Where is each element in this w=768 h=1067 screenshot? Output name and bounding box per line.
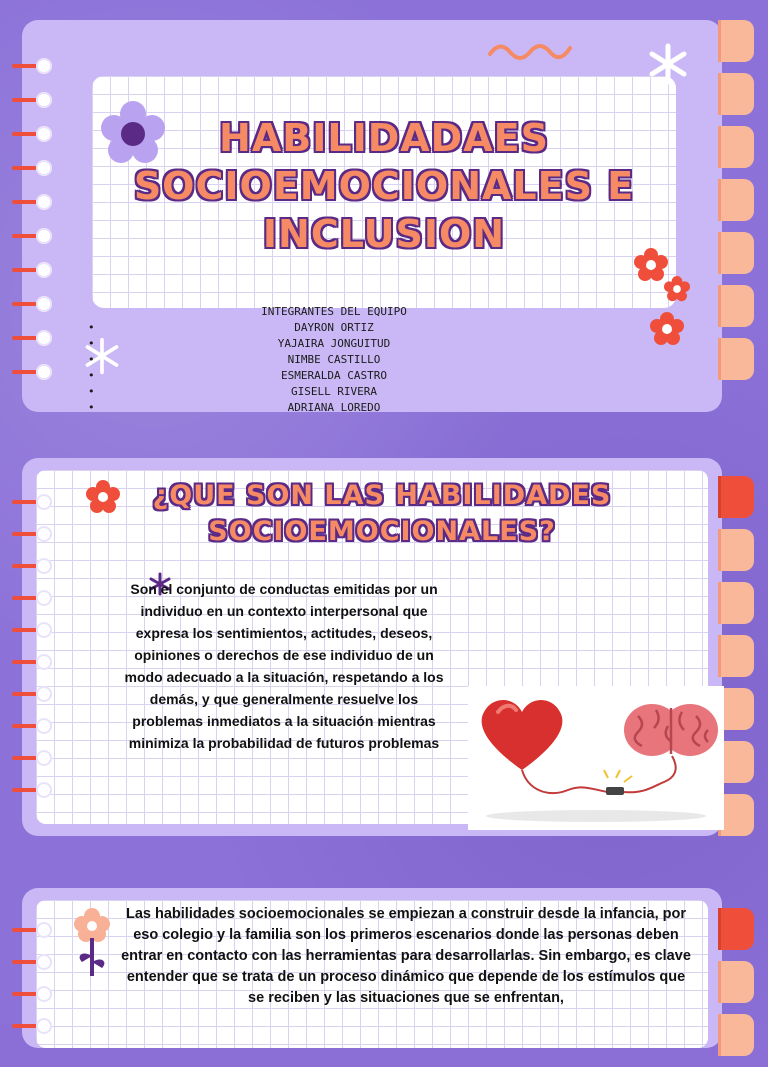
tab [718,961,754,1003]
development-text: Las habilidades socioemocionales se empiezan a construir desde la infancia, por eso colegio y la familia son los primeros escenarios donde las personas deben entrar en contacto con las herramientas para desarrollarlas. Sin embargo, es clave entender que se trata de un proceso dinámico que depende de los estímulos que se reciben y las situaciones que se enfrentan, [121,906,691,1006]
slide-development [22,888,722,1048]
tab [718,635,754,677]
tab [718,285,754,327]
flower-icon [634,248,668,282]
flower-icon [650,312,684,346]
page-title [92,114,676,258]
title-line: HABILIDADAES [219,116,549,160]
spiral-ring [12,782,52,798]
spiral-ring [12,160,52,176]
team-member: • ESMERALDA CASTRO [222,368,446,384]
team-list [222,304,446,416]
title-line: SOCIOEMOCIONALES E [133,164,635,208]
spiral-ring [12,126,52,142]
spiral-ring [12,526,52,542]
spiral-ring [12,686,52,702]
heart-brain-illustration [468,686,724,830]
tab [718,73,754,115]
team-member: • YAJAIRA JONGUITUD [222,336,446,352]
spiral-ring [12,194,52,210]
notebook-tabs [718,20,754,391]
team-heading: INTEGRANTES DEL EQUIPO [261,305,407,318]
spiral-ring [12,296,52,312]
spiral-ring [12,986,52,1002]
spiral-ring [12,590,52,606]
section-title [112,478,652,550]
spiral-ring [12,58,52,74]
tab [718,529,754,571]
tab-active [718,908,754,950]
spiral-ring [12,228,52,244]
heart-brain-illustration [468,686,724,830]
spiral-ring [12,750,52,766]
team-member: • NIMBE CASTILLO [222,352,446,368]
tab-active [718,476,754,518]
spiral-ring [12,1018,52,1034]
tab [718,20,754,62]
definition-text: Son el conjunto de conductas emitidas por un individuo en un contexto interpersonal que expresa los sentimientos, actitudes, deseos, opiniones o derechos de ese individuo de un modo adecuado a la situación, respetando a los demás, y que generalmente resuelve los problemas inmediatos a la situación mientras minimiza la probabilidad de futuros problemas [124,581,444,751]
tab [718,232,754,274]
flower-stem-icon [72,906,112,978]
tab [718,126,754,168]
spiral-ring [12,922,52,938]
spiral-ring [12,330,52,346]
slide-title [22,20,722,412]
tab [718,179,754,221]
spiral-ring [12,718,52,734]
sparkle-icon [646,42,690,86]
spiral-ring [12,364,52,380]
squiggle-icon [486,36,576,66]
spiral-ring [12,494,52,510]
slide-definition [22,458,722,836]
team-member: • DAYRON ORTIZ [222,320,446,336]
spiral-ring [12,622,52,638]
team-member: • ADRIANA LOREDO [222,400,446,416]
flower-icon [664,276,690,302]
spiral-ring [12,262,52,278]
tab [718,1014,754,1056]
notebook-tabs [718,908,754,1067]
title-line: INCLUSION [262,212,506,256]
tab [718,338,754,380]
spiral-ring [12,954,52,970]
spiral-ring [12,558,52,574]
title-line: SOCIOEMOCIONALES? [208,516,556,547]
title-line: ¿QUE SON LAS HABILIDADES [152,480,612,511]
team-member: • GISELL RIVERA [222,384,446,400]
spiral-ring [12,92,52,108]
spiral-ring [12,654,52,670]
tab [718,582,754,624]
